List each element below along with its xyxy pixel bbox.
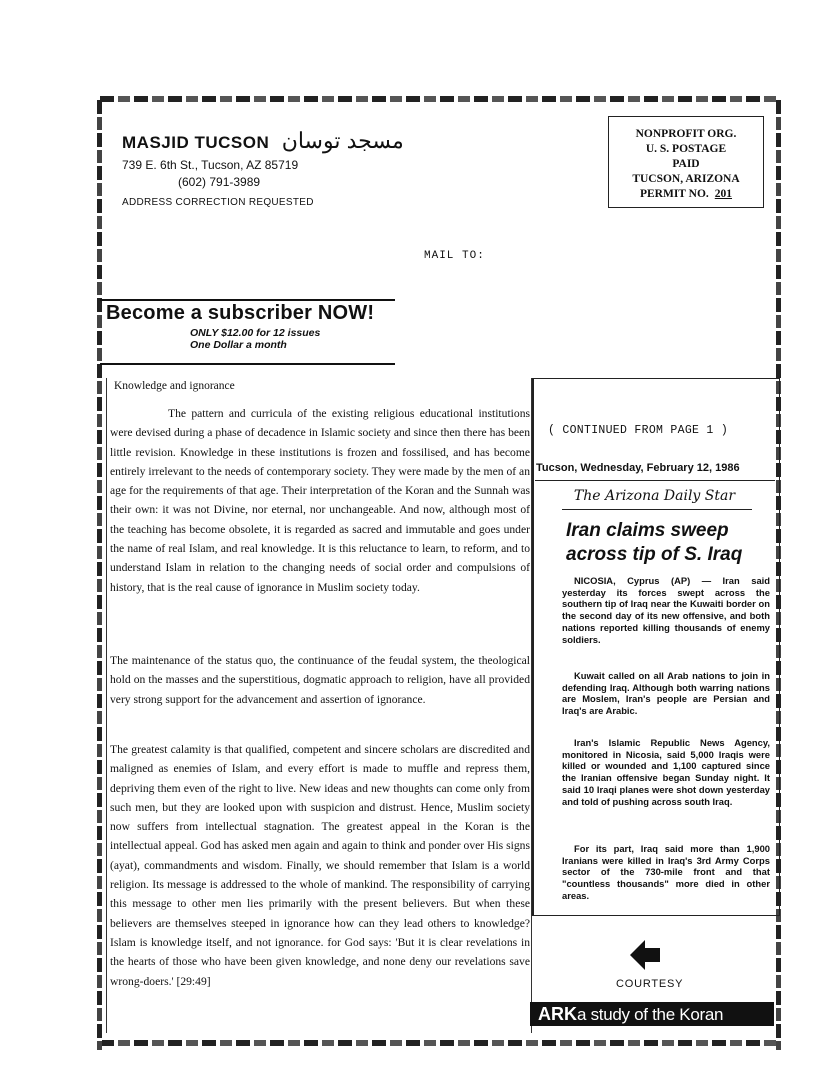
sender-name-arabic: مسجد توسان: [281, 128, 404, 153]
postage-line-1: NONPROFIT ORG.: [635, 128, 737, 140]
news-paragraph-1: NICOSIA, Cyprus (AP) — Iran said yesterday its forces swept across the southern tip of Iraq near the Kuwaiti border on the second day of its new offensive, and both nations reported killing thousands of enemy soldiers.: [562, 575, 770, 645]
ark-banner-title: ARK: [538, 1004, 577, 1024]
ark-banner-subtitle: a study of the Koran: [577, 1005, 724, 1024]
newspaper-masthead: The Arizona Daily Star: [573, 488, 736, 504]
article-paragraph-2: The maintenance of the status quo, the continuance of the feudal system, the theological hold on the masses and the superstitious, dogmatic approach to religion, have all provided very strong support for the advancement and assertion of ignorance.: [110, 654, 530, 706]
news-paragraph-2: Kuwait called on all Arab nations to join in defending Iraq. Although both warring nations are Moslem, Iran's people are Persian and Iraq's are Arabic.: [562, 670, 770, 717]
sender-block: [122, 128, 404, 208]
masthead-rule: [562, 509, 752, 510]
subscribe-bottom-rule: [100, 363, 395, 365]
news-paragraph-4: For its part, Iraq said more than 1,900 Iranians were killed in Iraq's 3rd Army Corps sector of the 730-mile front and that "countless thousands" more died in other areas.: [562, 843, 770, 901]
dateline-rule: [535, 480, 775, 481]
article-title: Knowledge and ignorance: [114, 380, 235, 392]
subscribe-top-rule: [100, 299, 395, 301]
newspaper-dateline: Tucson, Wednesday, February 12, 1986: [536, 462, 740, 474]
left-arrow-icon: [628, 938, 662, 972]
sender-phone: (602) 791-3989: [178, 175, 261, 189]
subscribe-monthly: One Dollar a month: [190, 339, 287, 351]
courtesy-label: COURTESY: [616, 978, 684, 990]
permit-number: 201: [714, 188, 733, 200]
mail-to-label: MAIL TO:: [424, 250, 485, 262]
news-headline-line-2: across tip of S. Iraq: [566, 544, 743, 565]
permit-label: PERMIT NO.: [639, 188, 709, 200]
news-clipping-frame: [532, 378, 780, 916]
left-border-rule: [97, 100, 102, 1050]
address-correction-note: ADDRESS CORRECTION REQUESTED: [122, 197, 314, 208]
permit-line: [609, 187, 763, 202]
article-paragraph-1: The pattern and curricula of the existing religious educational institutions were devised during a phase of decadence in Islamic society and since then there has been little revision. Knowledge in these institutions is frozen and fossilised, and has become entirely irrelevant to the needs of contemporary society. They were made by the men of an age for the requirements of that age. Their interpretation of the Koran and the Sunnah was their own: it was not Divine, nor eternal, nor unchangeable. And now, although most of the teaching has become obsolete, it is regarded as sacred and immutable and goes under the name of real Islam, and real knowledge. It is this reluctance to learn, to reform, and to understand Islam in relation to the changing needs of social order and compulsions of history, that is the real cause of ignorance in Muslim society today.: [110, 407, 530, 594]
continued-note: ( CONTINUED FROM PAGE 1 ): [548, 424, 729, 437]
article-paragraph-3: The greatest calamity is that qualified, competent and sincere scholars are discredited and maligned as enemies of Islam, and every effort is made to muffle and repress them, depriving them even of the right to live. New ideas and new thoughts can come only from such men, but they are looked upon with suspicion and distrust. Hence, Muslim society now suffers from intellectual stagnation. The greatest appeal in the Koran is the intellectual appeal. God has asked men again and again to think and ponder over His signs (ayat), commandments and wisdom. Finally, we should remember that Islam is a world religion. Its message is addressed to the whole of mankind. The responsibility of carrying this message to other men lies primarily with the present believers. But when these believers are themselves steeped in ignorance how can they lead others to knowledge? Islam is knowledge itself, and not ignorance. for God says: 'But it is clear revelations in the hearts of those who have been given knowledge, and none deny our revelations save wrong-doers.' [29:49]: [110, 743, 530, 988]
news-headline: [566, 519, 742, 567]
postage-line-4: TUCSON, ARIZONA: [632, 173, 740, 185]
postage-indicia: [608, 116, 764, 208]
bottom-border-rule: [100, 1040, 780, 1046]
postage-line-3: PAID: [672, 158, 700, 170]
subscribe-headline: Become a subscriber NOW!: [106, 302, 375, 324]
top-border-rule: [100, 96, 780, 102]
sender-address: 739 E. 6th St., Tucson, AZ 85719: [122, 158, 299, 172]
ark-banner: [530, 1002, 774, 1026]
news-headline-line-1: Iran claims sweep: [566, 520, 729, 541]
news-paragraph-3: Iran's Islamic Republic News Agency, monitored in Nicosia, said 5,000 Iraqis were killed or wounded and 1,100 captured since the Iranian offensive began Sunday night. It said 10 Iraqi planes were shot down yesterday and told of pushing across south Iraq.: [562, 737, 770, 807]
subscribe-price: ONLY $12.00 for 12 issues: [190, 327, 321, 339]
sender-name: MASJID TUCSON: [122, 133, 270, 152]
postage-line-2: U. S. POSTAGE: [645, 143, 727, 155]
subscribe-promo: [106, 302, 374, 351]
